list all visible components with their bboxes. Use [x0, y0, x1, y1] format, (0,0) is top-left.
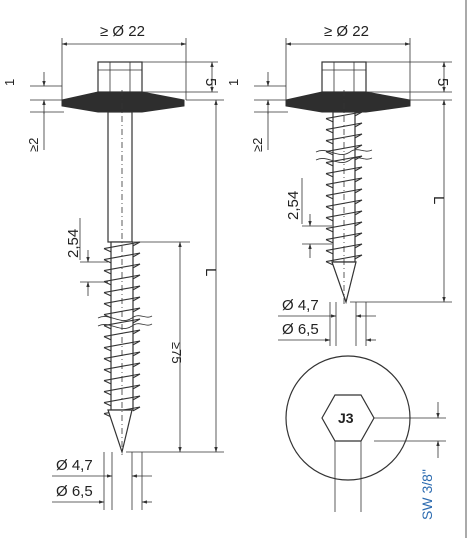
right-screw — [286, 62, 410, 305]
right-head-diameter-label: ≥ Ø 22 — [324, 23, 369, 40]
right-screw-head — [322, 62, 366, 92]
right-inner-diameter-label: Ø 4,7 — [282, 297, 319, 314]
left-head-step-label: 1 — [2, 78, 17, 86]
wrench-size-label: SW 3/8" — [419, 469, 435, 520]
head-marking: J3 — [338, 410, 354, 426]
right-pitch-label: 2,54 — [285, 190, 302, 220]
left-length-label: L — [202, 268, 219, 277]
left-thread-length-label: ≥75 — [169, 342, 184, 364]
left-pitch-label: 2,54 — [65, 228, 82, 258]
left-outer-diameter-label: Ø 6,5 — [56, 483, 93, 500]
left-screw-shank — [108, 112, 132, 242]
right-length-label: L — [430, 196, 447, 205]
left-washer-gap-label: ≥2 — [26, 137, 41, 152]
left-head-height-label: 5 — [202, 78, 219, 87]
left-screw-head — [98, 62, 142, 92]
left-inner-diameter-label: Ø 4,7 — [56, 457, 93, 474]
right-head-height-label: 5 — [434, 78, 451, 87]
right-washer-gap-label: ≥2 — [250, 137, 265, 152]
left-screw-washer — [62, 92, 184, 112]
right-outer-diameter-label: Ø 6,5 — [282, 321, 319, 338]
right-screw-washer — [286, 92, 410, 112]
left-head-diameter-label: ≥ Ø 22 — [100, 23, 145, 40]
top-view — [286, 356, 446, 520]
right-head-step-label: 1 — [226, 78, 241, 86]
